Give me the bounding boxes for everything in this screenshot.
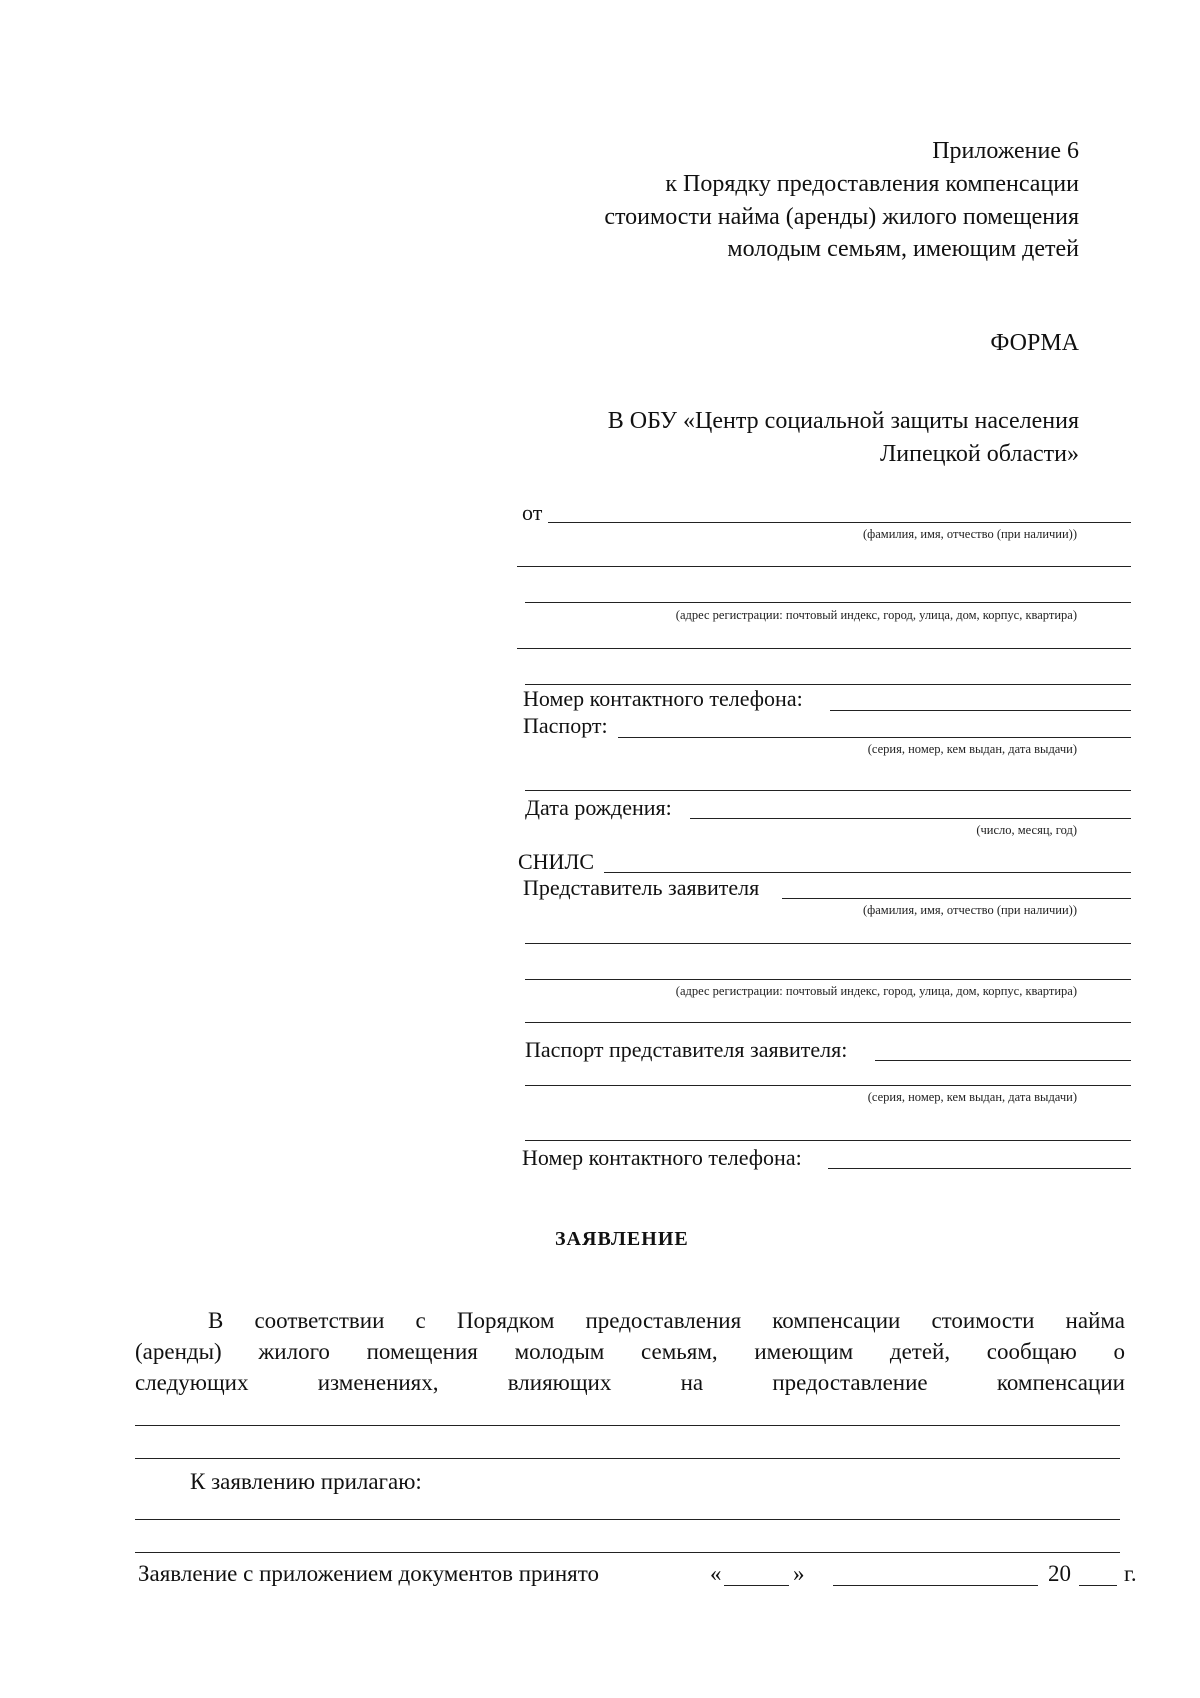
paragraph-word: предоставления [585, 1308, 742, 1333]
representative-address-line-2[interactable] [525, 1022, 1131, 1023]
paragraph-word: (аренды) [135, 1339, 222, 1364]
paragraph-word: Порядком [456, 1308, 555, 1333]
paragraph-line-3 [135, 1367, 1125, 1398]
paragraph-line-2 [135, 1336, 1125, 1367]
representative-field-line-2[interactable] [525, 943, 1131, 944]
addressee-line-2: Липецкой области» [880, 441, 1079, 467]
paragraph-word: семьям, [641, 1339, 718, 1364]
day-field[interactable] [724, 1585, 789, 1586]
address-field-line-3[interactable] [525, 684, 1131, 685]
paragraph-word: найма [1065, 1308, 1125, 1333]
paragraph-line-1 [208, 1305, 1125, 1336]
paragraph-word: В [208, 1308, 224, 1333]
representative-phone-label: Номер контактного телефона: [522, 1145, 802, 1170]
representative-field[interactable] [782, 898, 1131, 899]
appendix-number: Приложение 6 [932, 138, 1079, 164]
paragraph-word: молодым [514, 1339, 605, 1364]
paragraph-word: стоимости [931, 1308, 1035, 1333]
representative-fio-hint: (фамилия, имя, отчество (при наличии)) [862, 903, 1077, 917]
snils-label: СНИЛС [518, 849, 595, 874]
paragraph-word: жилого [258, 1339, 330, 1364]
birth-date-hint: (число, месяц, год) [976, 823, 1077, 837]
statement-title: ЗАЯВЛЕНИЕ [555, 1228, 689, 1250]
year-suffix: г. [1124, 1561, 1137, 1586]
representative-passport-hint: (серия, номер, кем выдан, дата выдачи) [867, 1090, 1077, 1104]
paragraph-word: влияющих [507, 1370, 612, 1395]
paragraph-word: предоставление [772, 1370, 928, 1395]
representative-address-field[interactable] [525, 979, 1131, 980]
birth-date-label: Дата рождения: [525, 795, 672, 820]
fio-field[interactable] [548, 522, 1131, 523]
paragraph-word: компенсации [772, 1308, 901, 1333]
phone-field[interactable] [830, 710, 1131, 711]
paragraph-word: о [1113, 1339, 1125, 1364]
appendix-line-2: к Порядку предоставления компенсации [665, 171, 1079, 197]
accepted-label: Заявление с приложением документов принято [138, 1561, 599, 1586]
paragraph-word: следующих [135, 1370, 249, 1395]
paragraph-word: помещения [366, 1339, 478, 1364]
paragraph-word: с [415, 1308, 426, 1333]
year-field[interactable] [1079, 1585, 1117, 1586]
paragraph-word: на [680, 1370, 704, 1395]
month-field[interactable] [833, 1585, 1038, 1586]
passport-field[interactable] [618, 737, 1131, 738]
quote-open: « [710, 1561, 722, 1586]
year-prefix: 20 [1048, 1561, 1071, 1586]
changes-field-line-2[interactable] [135, 1458, 1120, 1459]
paragraph-word: компенсации [996, 1370, 1125, 1395]
paragraph-word: изменениях, [317, 1370, 439, 1395]
representative-passport-line-3[interactable] [525, 1140, 1131, 1141]
attachments-field-line-2[interactable] [135, 1552, 1120, 1553]
addressee-line-1: В ОБУ «Центр социальной защиты населения [607, 408, 1079, 434]
fio-hint: (фамилия, имя, отчество (при наличии)) [862, 527, 1077, 541]
phone-label: Номер контактного телефона: [523, 686, 803, 711]
paragraph-word: соответствии [254, 1308, 385, 1333]
attachments-field-line-1[interactable] [135, 1519, 1120, 1520]
representative-passport-label: Паспорт представителя заявителя: [525, 1037, 848, 1062]
paragraph-word: сообщаю [986, 1339, 1077, 1364]
from-label: от [522, 500, 543, 525]
representative-passport-field[interactable] [875, 1060, 1131, 1061]
representative-phone-field[interactable] [828, 1168, 1131, 1169]
representative-label: Представитель заявителя [523, 875, 760, 900]
fio-field-line-2[interactable] [517, 566, 1131, 567]
paragraph-word: детей, [889, 1339, 951, 1364]
address-field-line-2[interactable] [517, 648, 1131, 649]
attachments-label: К заявлению прилагаю: [190, 1469, 422, 1494]
quote-close: » [793, 1561, 805, 1586]
appendix-line-4: молодым семьям, имеющим детей [727, 236, 1079, 262]
changes-field-line-1[interactable] [135, 1425, 1120, 1426]
paragraph-word: имеющим [754, 1339, 854, 1364]
passport-hint: (серия, номер, кем выдан, дата выдачи) [867, 742, 1077, 756]
snils-field[interactable] [604, 872, 1131, 873]
representative-passport-line-2[interactable] [525, 1085, 1131, 1086]
address-hint: (адрес регистрации: почтовый индекс, город, улица, дом, корпус, квартира) [675, 608, 1077, 622]
appendix-line-3: стоимости найма (аренды) жилого помещения [604, 204, 1079, 230]
representative-address-hint: (адрес регистрации: почтовый индекс, город, улица, дом, корпус, квартира) [675, 984, 1077, 998]
passport-field-line-2[interactable] [525, 790, 1131, 791]
form-label: ФОРМА [990, 330, 1079, 356]
passport-label: Паспорт: [523, 713, 608, 738]
address-field[interactable] [525, 602, 1131, 603]
birth-date-field[interactable] [690, 818, 1131, 819]
